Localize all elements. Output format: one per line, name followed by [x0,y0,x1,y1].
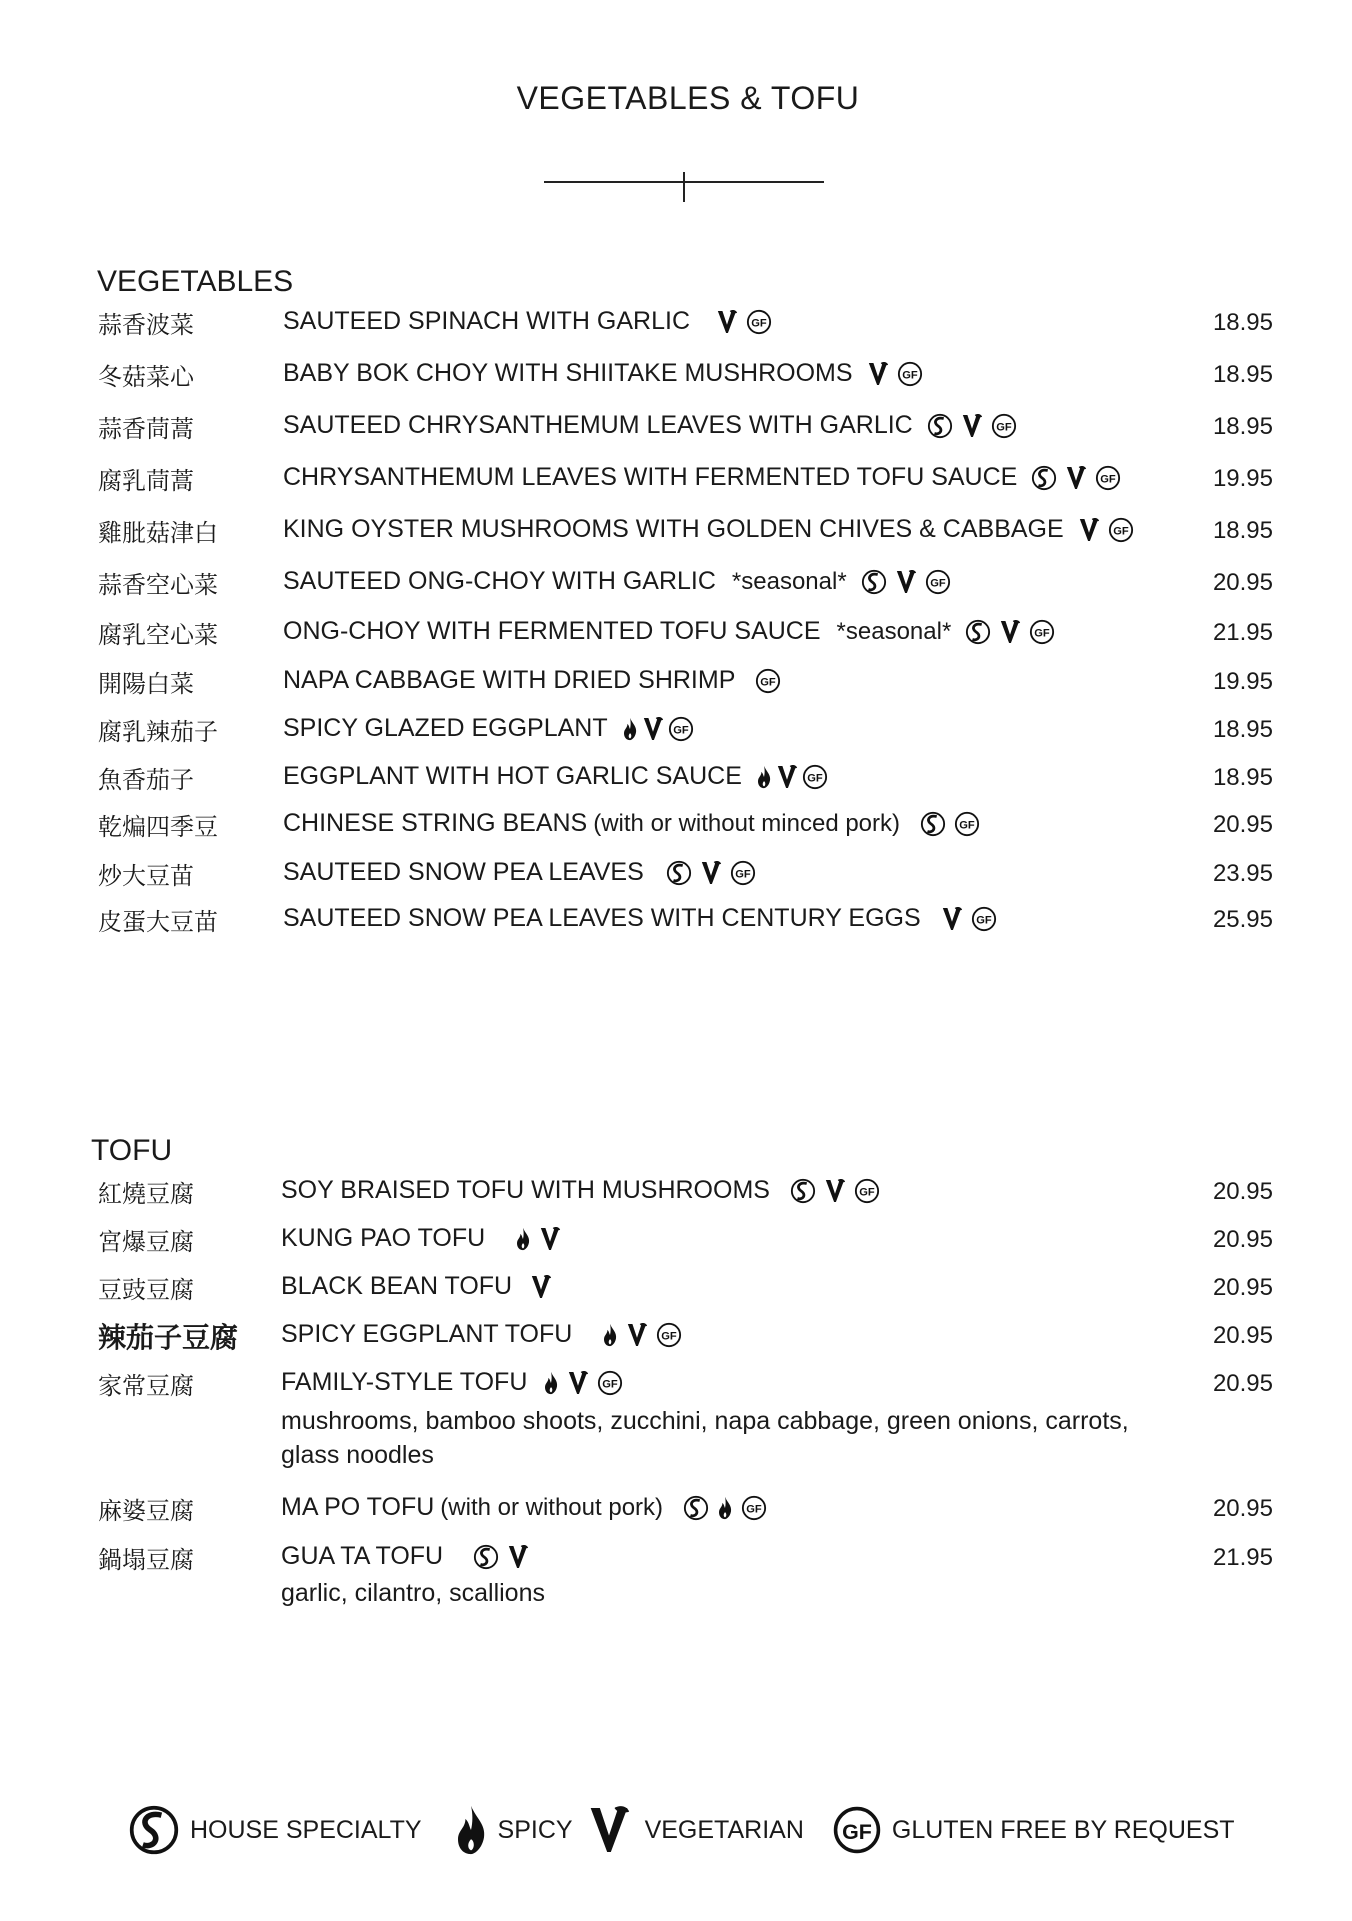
item-price: 18.95 [1212,764,1273,791]
item-title: SAUTEED ONG-CHOY WITH GARLIC [283,567,716,595]
seasonal-note: *seasonal* [836,617,952,645]
gluten-free-icon [755,668,781,694]
item-chinese-name: 乾煸四季豆 [98,813,218,841]
menu-item [98,1222,1273,1264]
item-chinese-name: 紅燒豆腐 [98,1180,194,1208]
house-specialty-icon [666,860,692,886]
vegetarian-icon [895,569,917,595]
item-english-name [281,1176,880,1205]
item-title: SAUTEED SNOW PEA LEAVES WITH CENTURY EGGS [283,904,921,932]
item-title: SAUTEED SPINACH WITH GARLIC [283,307,690,335]
item-price: 20.95 [1212,811,1273,838]
house-specialty-icon [965,619,991,645]
vegetarian-icon [824,1178,846,1204]
item-price: 20.95 [1212,1495,1273,1522]
menu-item [98,807,1273,849]
house-specialty-icon [473,1544,499,1570]
legend-vegetarian-label: VEGETARIAN [644,1815,804,1844]
title-divider-tick [683,172,685,202]
legend-house-specialty [128,1804,454,1856]
vegetarian-icon [716,309,738,335]
house-specialty-icon [790,1178,816,1204]
vegetarian-icon [999,619,1021,645]
vegetarian-icon [507,1544,529,1570]
item-price: 18.95 [1212,309,1273,336]
item-price: 19.95 [1212,465,1273,492]
vegetarian-icon [941,906,963,932]
gluten-free-icon [954,811,980,837]
menu-item [98,902,1273,944]
vegetarian-icon [626,1322,648,1348]
legend-vegetarian [587,1804,832,1856]
item-chinese-name: 雞肶菇津白 [98,519,218,547]
item-price: 25.95 [1212,906,1273,933]
item-english-name [281,1368,623,1397]
gluten-free-icon [746,309,772,335]
item-price: 20.95 [1212,1226,1273,1253]
item-english-name [281,1542,529,1571]
item-chinese-name: 蒜香茼蒿 [98,415,194,443]
menu-item [98,357,1273,399]
house-specialty-icon [861,569,887,595]
spicy-icon [717,1496,733,1520]
menu-item [98,409,1273,451]
menu-item [98,513,1273,555]
item-price: 20.95 [1212,1274,1273,1301]
spicy-icon [622,717,638,741]
house-specialty-icon [920,811,946,837]
item-english-name [283,617,1055,646]
item-title: CHRYSANTHEMUM LEAVES WITH FERMENTED TOFU SAUCE [283,463,1018,491]
vegetarian-icon [700,860,722,886]
item-chinese-name: 皮蛋大豆苗 [98,908,218,936]
item-price: 21.95 [1212,1544,1273,1571]
gluten-free-icon [802,764,828,790]
item-title: BABY BOK CHOY WITH SHIITAKE MUSHROOMS [283,359,853,387]
gluten-free-icon [597,1370,623,1396]
menu-item [98,1491,1273,1533]
item-title: MA PO TOFU [281,1493,435,1521]
item-english-name [283,809,980,838]
gluten-free-icon [991,413,1017,439]
item-chinese-name: 豆豉豆腐 [98,1276,194,1304]
menu-item [98,664,1273,706]
item-english-name [283,714,694,743]
vegetarian-icon [567,1370,589,1396]
gluten-free-icon [832,1805,882,1855]
item-option-note: (with or without pork) [440,1493,664,1521]
gluten-free-icon [741,1495,767,1521]
item-title: CHINESE STRING BEANS [283,809,588,837]
menu-item [98,712,1273,754]
item-english-name [283,762,828,791]
item-chinese-name: 辣茄子豆腐 [98,1321,239,1354]
item-title: EGGPLANT WITH HOT GARLIC SAUCE [283,762,742,790]
item-chinese-name: 蒜香空心菜 [98,571,218,599]
gluten-free-icon [656,1322,682,1348]
item-title: SAUTEED CHRYSANTHEMUM LEAVES WITH GARLIC [283,411,913,439]
menu-item [98,1270,1273,1312]
item-english-name [283,567,951,596]
house-specialty-icon [128,1804,180,1856]
gluten-free-icon [925,569,951,595]
gluten-free-icon [897,361,923,387]
item-chinese-name: 鍋塌豆腐 [98,1546,194,1574]
tofu-heading: TOFU [91,1134,173,1167]
house-specialty-icon [927,413,953,439]
gluten-free-icon [1095,465,1121,491]
gluten-free-icon [668,716,694,742]
gluten-free-icon [971,906,997,932]
item-chinese-name: 宮爆豆腐 [98,1228,194,1256]
item-description: mushrooms, bamboo shoots, zucchini, napa cabbage, green onions, carrots, glass noodles [281,1407,1129,1469]
menu-item [98,305,1273,347]
item-english-name [283,463,1121,492]
spicy-icon [454,1804,488,1856]
item-title: SOY BRAISED TOFU WITH MUSHROOMS [281,1176,770,1204]
spicy-icon [515,1227,531,1251]
house-specialty-icon [1031,465,1057,491]
legend-gluten-free-label: GLUTEN FREE BY REQUEST [891,1815,1235,1844]
legend-spicy [454,1804,587,1856]
item-price: 20.95 [1212,569,1273,596]
item-price: 18.95 [1212,361,1273,388]
vegetarian-icon [642,716,664,742]
item-chinese-name: 麻婆豆腐 [98,1497,194,1525]
item-english-name [283,411,1017,440]
menu-item [98,1366,1273,1476]
vegetarian-icon [776,764,798,790]
vegetarian-icon [539,1226,561,1252]
gluten-free-icon [730,860,756,886]
vegetarian-icon [587,1804,631,1856]
item-price: 23.95 [1212,860,1273,887]
item-title: NAPA CABBAGE WITH DRIED SHRIMP [283,666,736,694]
item-price: 19.95 [1212,668,1273,695]
seasonal-note: *seasonal* [731,567,847,595]
item-title: SPICY GLAZED EGGPLANT [283,714,608,742]
item-option-note: (with or without minced pork) [593,809,901,837]
vegetarian-icon [530,1274,552,1300]
item-title: ONG-CHOY WITH FERMENTED TOFU SAUCE [283,617,821,645]
item-chinese-name: 冬菇菜心 [98,363,194,391]
vegetarian-icon [1078,517,1100,543]
item-price: 20.95 [1212,1322,1273,1349]
house-specialty-icon [683,1495,709,1521]
item-english-name [281,1320,682,1349]
vegetarian-icon [867,361,889,387]
vegetarian-icon [1065,465,1087,491]
item-title: SAUTEED SNOW PEA LEAVES [283,858,644,886]
item-chinese-name: 腐乳辣茄子 [98,718,218,746]
vegetables-heading: VEGETABLES [97,265,294,298]
menu-item [98,615,1273,657]
item-chinese-name: 魚香茄子 [98,766,194,794]
item-english-name [283,515,1134,544]
item-chinese-name: 腐乳空心菜 [98,621,218,649]
item-price: 20.95 [1212,1370,1273,1397]
spicy-icon [602,1323,618,1347]
menu-item [98,565,1273,607]
legend-gluten-free [832,1805,1267,1855]
menu-item [98,856,1273,898]
item-english-name [281,1493,767,1522]
vegetarian-icon [961,413,983,439]
item-title: BLACK BEAN TOFU [281,1272,513,1300]
gluten-free-icon [1029,619,1055,645]
spicy-icon [756,765,772,789]
item-english-name [283,904,997,933]
page-title: VEGETABLES & TOFU [516,80,860,116]
item-english-name [281,1272,552,1301]
item-price: 18.95 [1212,413,1273,440]
menu-item [98,1174,1273,1216]
gluten-free-icon [854,1178,880,1204]
gluten-free-icon [1108,517,1134,543]
legend-house-label: HOUSE SPECIALTY [190,1815,422,1844]
item-price: 20.95 [1212,1178,1273,1205]
item-price: 18.95 [1212,716,1273,743]
item-title: FAMILY-STYLE TOFU [281,1368,528,1396]
menu-item [98,461,1273,503]
menu-item [98,760,1273,802]
item-english-name [283,359,923,388]
spicy-icon [543,1371,559,1395]
item-price: 18.95 [1212,517,1273,544]
item-chinese-name: 炒大豆苗 [98,862,194,890]
item-english-name [283,307,772,336]
item-chinese-name: 開陽白菜 [98,670,194,698]
menu-item [98,1316,1273,1358]
item-chinese-name: 蒜香波菜 [98,311,194,339]
icon-legend [128,1800,1278,1860]
item-title: KING OYSTER MUSHROOMS WITH GOLDEN CHIVES & CABBAGE [283,515,1064,543]
item-english-name [283,858,756,887]
item-price: 21.95 [1212,619,1273,646]
item-title: GUA TA TOFU [281,1542,444,1570]
item-description: garlic, cilantro, scallions [281,1579,545,1607]
item-title: SPICY EGGPLANT TOFU [281,1320,573,1348]
item-english-name [281,1224,561,1253]
legend-spicy-label: SPICY [497,1815,573,1844]
item-chinese-name: 腐乳茼蒿 [98,467,194,495]
item-title: KUNG PAO TOFU [281,1224,486,1252]
item-chinese-name: 家常豆腐 [98,1372,194,1400]
menu-item [98,1540,1273,1620]
item-english-name [283,666,781,695]
